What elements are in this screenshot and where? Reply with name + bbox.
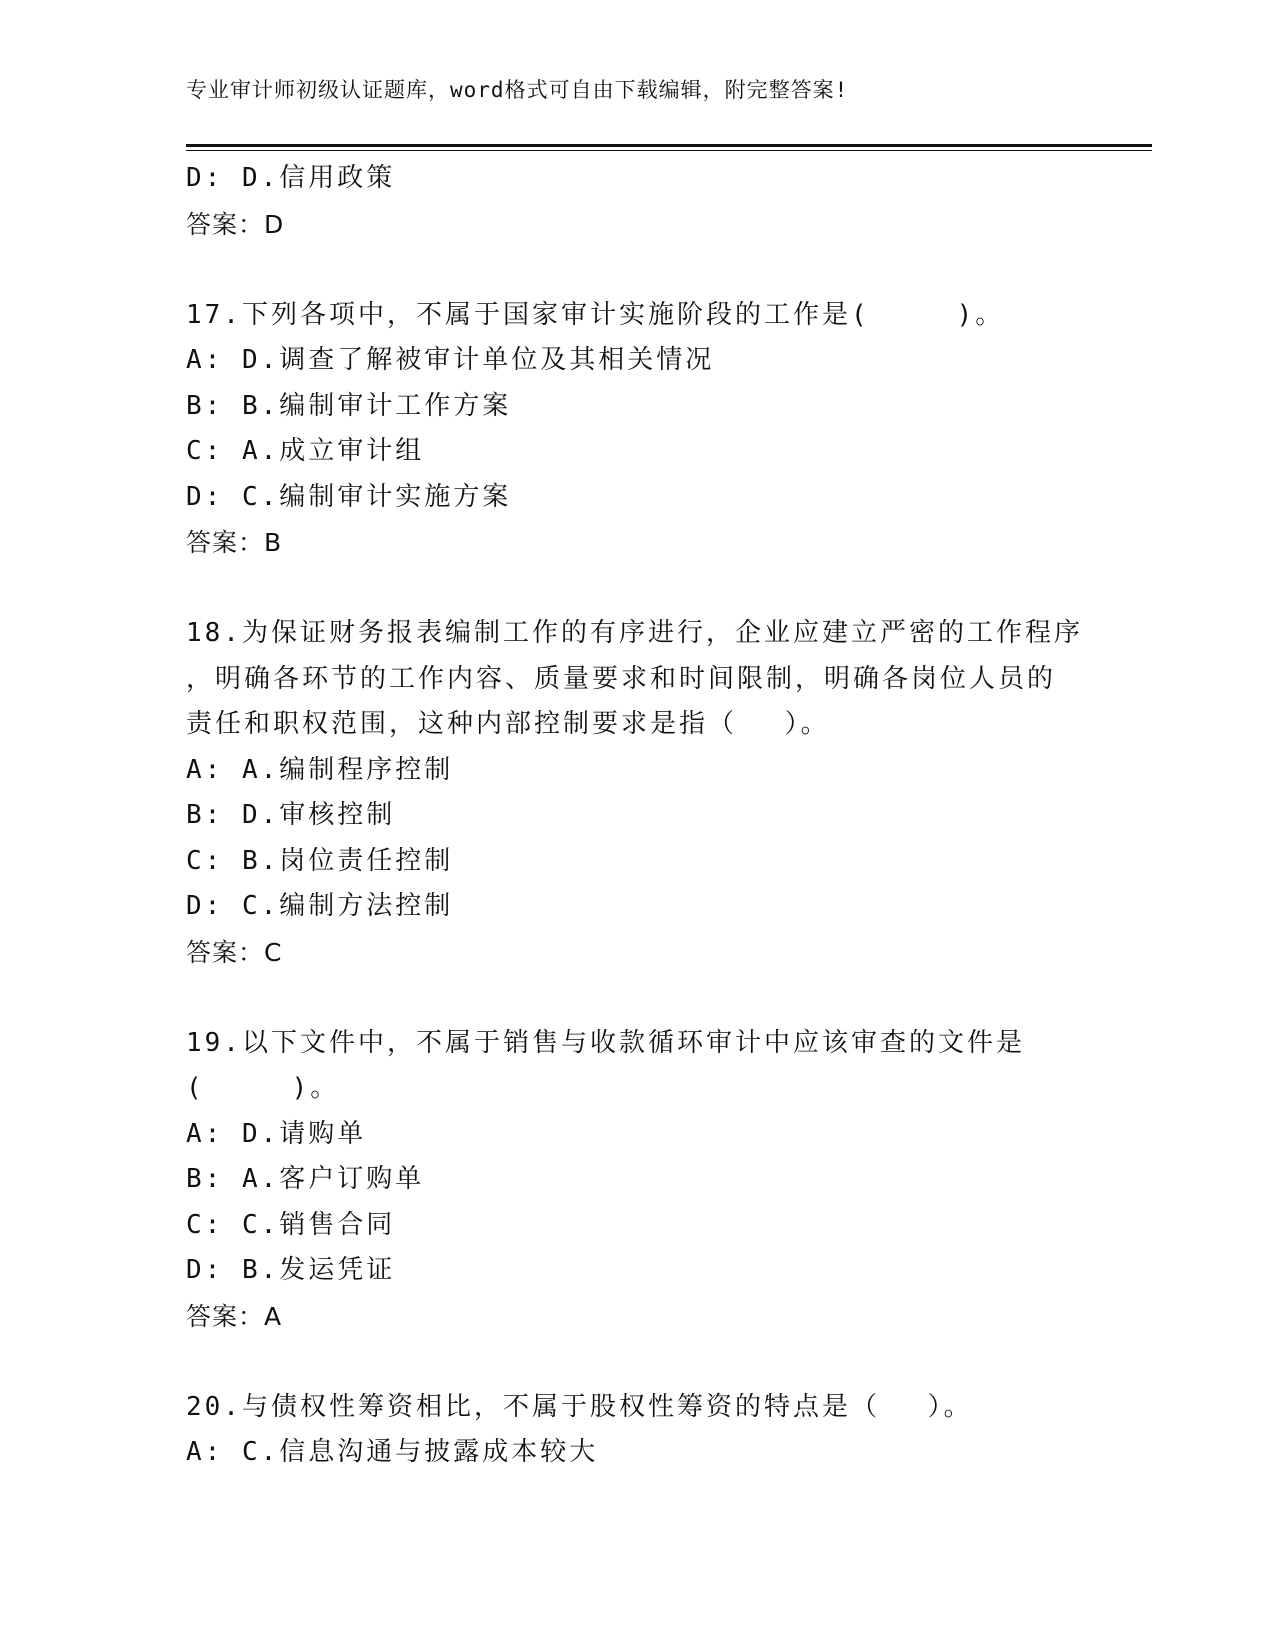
option-d: D: D.信用政策 [186, 163, 396, 193]
answer-line: 答案：A [186, 1301, 283, 1331]
question-stem: ( )。 [186, 1073, 340, 1103]
option-d: D: C.编制方法控制 [186, 891, 454, 921]
question-content [186, 156, 1126, 1476]
option-d: D: B.发运凭证 [186, 1255, 396, 1285]
option-a: A: C.信息沟通与披露成本较大 [186, 1437, 599, 1467]
question-stem: 19.以下文件中，不属于销售与收款循环审计中应该审查的文件是 [186, 1027, 1025, 1058]
option-b: B: D.审核控制 [186, 800, 396, 830]
question-stem: 18.为保证财务报表编制工作的有序进行，企业应建立严密的工作程序 [186, 618, 1083, 648]
spacer [186, 566, 1126, 612]
option-a: A: D.调查了解被审计单位及其相关情况 [186, 345, 715, 375]
header-rule-thick [186, 144, 1152, 147]
option-a: A: A.编制程序控制 [186, 754, 454, 785]
question-stem: 责任和职权范围，这种内部控制要求是指（ ）。 [186, 709, 830, 739]
option-c: C: A.成立审计组 [186, 436, 425, 466]
answer-line: 答案：B [186, 528, 283, 557]
question-stem: ，明确各环节的工作内容、质量要求和时间限制，明确各岗位人员的 [186, 663, 1057, 694]
question-stem: 20.与债权性筹资相比，不属于股权性筹资的特点是（ ）。 [186, 1391, 973, 1422]
option-c: C: C.销售合同 [186, 1209, 396, 1240]
option-a: A: D.请购单 [186, 1118, 367, 1149]
answer-line: 答案：C [186, 937, 283, 967]
option-c: C: B.岗位责任控制 [186, 845, 454, 876]
spacer [186, 975, 1126, 1021]
spacer [186, 1339, 1126, 1385]
page-header: 专业审计师初级认证题库，word格式可自由下载编辑，附完整答案! [186, 78, 849, 102]
header-rule-thin [186, 150, 1152, 151]
option-d: D: C.编制审计实施方案 [186, 481, 512, 512]
question-stem: 17.下列各项中，不属于国家审计实施阶段的工作是( )。 [186, 299, 1005, 330]
option-b: B: B.编制审计工作方案 [186, 390, 512, 421]
spacer [186, 247, 1126, 293]
option-b: B: A.客户订购单 [186, 1164, 425, 1194]
answer-line: 答案：D [186, 209, 285, 239]
